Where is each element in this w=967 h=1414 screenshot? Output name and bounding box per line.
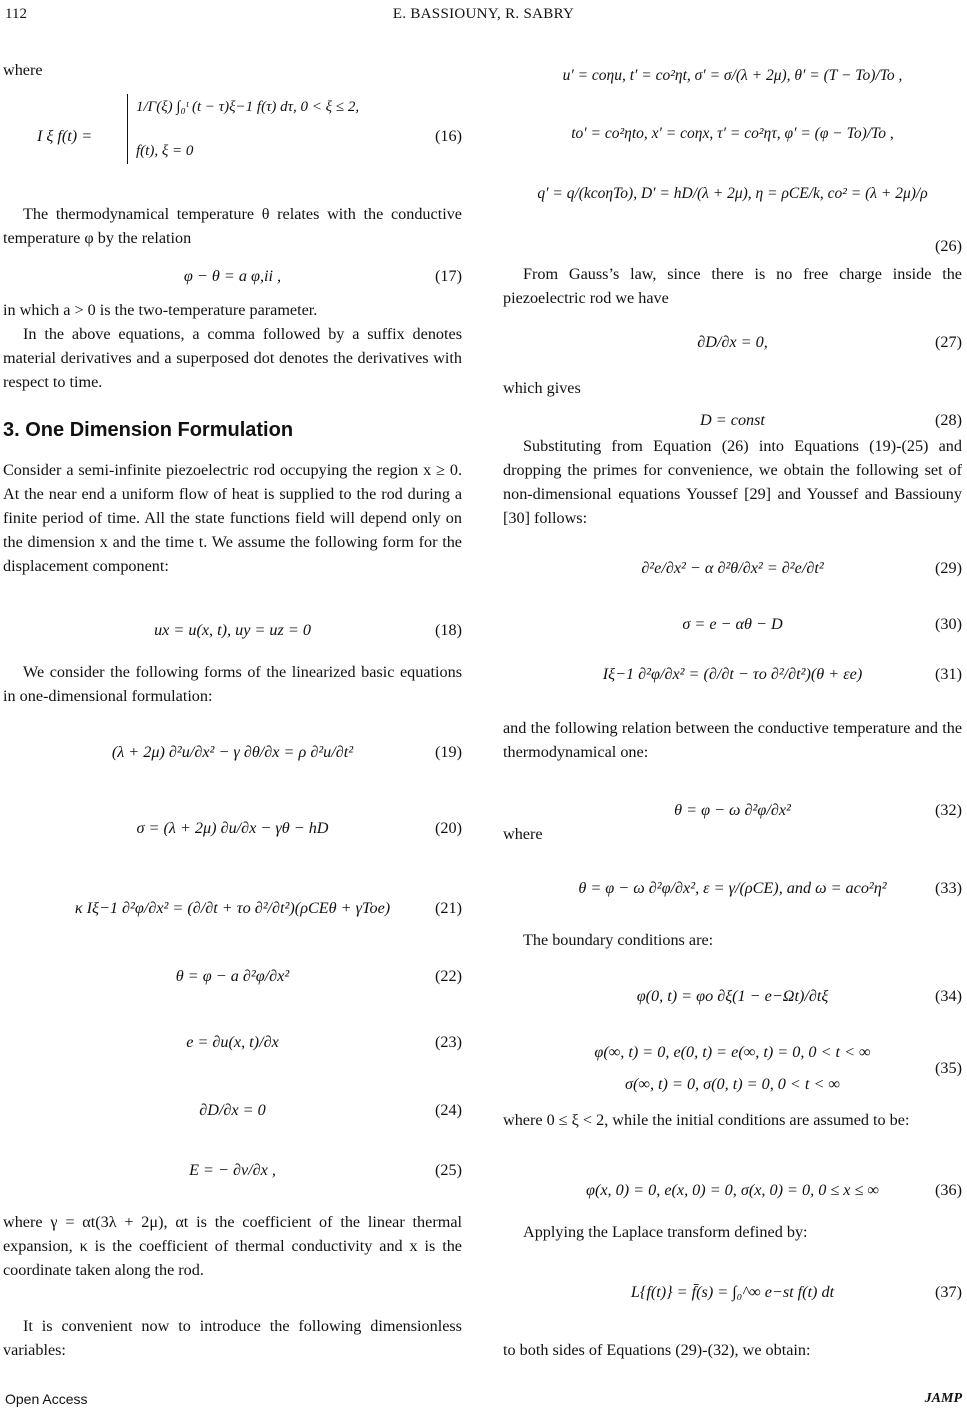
eq17-expr: φ − θ = a φ,ii , xyxy=(183,267,282,285)
footer-journal: JAMP xyxy=(924,1391,962,1406)
eq22-number: (22) xyxy=(435,967,462,985)
equation-16 xyxy=(3,90,462,200)
equation-20 xyxy=(3,804,462,852)
eq31-expr: Iξ−1 ∂²φ/∂x² = (∂/∂t − τo ∂²/∂t²)(θ + εe) xyxy=(602,665,863,683)
equation-37 xyxy=(503,1256,962,1316)
eq16-cases xyxy=(127,94,359,164)
equation-21 xyxy=(3,884,462,932)
paragraph-thermo: The thermodynamical temperature θ relates with the conductive temperature φ by the relation xyxy=(3,205,462,247)
equation-18 xyxy=(3,618,462,644)
equation-24 xyxy=(3,1086,462,1134)
equation-29 xyxy=(503,540,962,588)
equation-26 xyxy=(503,56,962,255)
paragraph-in-which: in which a > 0 is the two-temperature parameter. xyxy=(3,301,318,319)
eq28-number: (28) xyxy=(935,411,962,429)
equation-32 xyxy=(503,776,962,824)
eq23-expr: e = ∂u(x, t)/∂x xyxy=(186,1033,279,1051)
equation-22 xyxy=(3,952,462,1000)
eq29-expr: ∂²e/∂x² − α ∂²θ/∂x² = ∂²e/∂t² xyxy=(641,559,824,577)
equation-30 xyxy=(503,612,962,638)
eq17-number: (17) xyxy=(435,267,462,285)
equation-35 xyxy=(503,1036,962,1096)
eq36-number: (36) xyxy=(935,1181,962,1199)
eq36-expr: φ(x, 0) = 0, e(x, 0) = 0, σ(x, 0) = 0, 0 ≤ x ≤ ∞ xyxy=(586,1181,879,1199)
page-number: 112 xyxy=(5,6,27,22)
equation-27 xyxy=(503,314,962,362)
eq33-number: (33) xyxy=(935,879,962,897)
eq37-expr: L{f(t)} = f̄(s) = ∫₀^∞ e−st f(t) dt xyxy=(630,1283,835,1301)
running-authors: E. BASSIOUNY, R. SABRY xyxy=(392,6,575,22)
eq26-line2: to′ = co²ηto, x′ = coηx, τ′ = co²ητ, φ′ = (φ − To)/To , xyxy=(571,125,894,142)
eq29-number: (29) xyxy=(935,559,962,577)
paragraph-consider: Consider a semi-infinite piezoelectric rod occupying the region x ≥ 0. At the near end a uniform flow of heat is supplied to the rod during a finite period of time. All the state functions field will depend only on the dimension x and the time t. We assume the following form for the displacement component: xyxy=(3,461,462,575)
paragraph-initial: where 0 ≤ ξ < 2, while the initial conditions are assumed to be: xyxy=(503,1111,910,1129)
eq16-number: (16) xyxy=(435,127,462,145)
paragraph-obtain: to both sides of Equations (29)-(32), we obtain: xyxy=(503,1341,811,1359)
paragraph-relation: and the following relation between the conductive temperature and the thermodynamical one: xyxy=(503,719,962,761)
eq16-case2: f(t), ξ = 0 xyxy=(136,143,194,159)
paragraph-convenient: It is convenient now to introduce the following dimensionless variables: xyxy=(3,1317,462,1359)
eq19-number: (19) xyxy=(435,743,462,761)
equation-19 xyxy=(3,728,462,776)
eq18-expr: ux = u(x, t), uy = uz = 0 xyxy=(154,621,311,639)
paragraph-substituting: Substituting from Equation (26) into Equations (19)-(25) and dropping the primes for convenience, we obtain the following set of non-dimensional equations Youssef [29] and Youssef and Bassiouny [30] follows: xyxy=(503,437,962,527)
paragraph-where-gamma: where γ = αt(3λ + 2μ), αt is the coefficient of the linear thermal expansion, κ is the coefficient of thermal conductivity and x is the coordinate taken along the rod. xyxy=(3,1213,462,1279)
eq30-expr: σ = e − αθ − D xyxy=(682,615,783,633)
section-heading: 3. One Dimension Formulation xyxy=(3,419,294,441)
eq21-expr: κ Iξ−1 ∂²φ/∂x² = (∂/∂t + τo ∂²/∂t²)(ρCEθ + γToe) xyxy=(74,899,391,917)
eq27-expr: ∂D/∂x = 0, xyxy=(697,333,768,351)
paragraph-where: where xyxy=(3,61,43,79)
eq32-number: (32) xyxy=(935,801,962,819)
eq34-number: (34) xyxy=(935,987,962,1005)
eq34-expr: φ(0, t) = φo ∂ξ(1 − e−Ωt)/∂tξ xyxy=(636,987,829,1005)
eq27-number: (27) xyxy=(935,333,962,351)
footer-open-access: Open Access xyxy=(5,1391,88,1407)
equation-34 xyxy=(503,960,962,1020)
equation-23 xyxy=(3,1018,462,1066)
eq16-case1: 1/Γ(ξ) ∫₀ᵗ (t − τ)ξ−1 f(τ) dτ, 0 < ξ ≤ 2, xyxy=(136,99,360,115)
page-footer xyxy=(0,1391,967,1411)
page-header xyxy=(0,6,967,28)
eq18-number: (18) xyxy=(435,621,462,639)
paragraph-comma: In the above equations, a comma followed by a suffix denotes material derivatives and a superposed dot denotes the derivatives with respect to time. xyxy=(3,325,462,391)
equation-28 xyxy=(503,408,962,434)
paragraph-which-gives: which gives xyxy=(503,379,581,397)
eq21-number: (21) xyxy=(435,899,462,917)
eq20-number: (20) xyxy=(435,819,462,837)
eq32-expr: θ = φ − ω ∂²φ/∂x² xyxy=(674,801,791,819)
eq37-number: (37) xyxy=(935,1283,962,1301)
paragraph-boundary: The boundary conditions are: xyxy=(523,931,714,949)
equation-17 xyxy=(3,264,462,290)
paragraph-gauss: From Gauss’s law, since there is no free charge inside the piezoelectric rod we have xyxy=(503,265,962,307)
eq28-expr: D = const xyxy=(700,411,765,429)
eq26-line3: q′ = q/(kcoηTo), D′ = hD/(λ + 2μ), η = ρCE/k, co² = (λ + 2μ)/ρ xyxy=(537,185,928,202)
eq33-expr: θ = φ − ω ∂²φ/∂x², ε = γ/(ρCE), and ω = aco²η² xyxy=(578,879,887,897)
eq22-expr: θ = φ − a ∂²φ/∂x² xyxy=(175,967,290,985)
eq23-number: (23) xyxy=(435,1033,462,1051)
equation-36 xyxy=(503,1178,962,1204)
paragraph-laplace: Applying the Laplace transform defined by: xyxy=(523,1223,808,1241)
eq35-number: (35) xyxy=(935,1059,962,1077)
eq31-number: (31) xyxy=(935,665,962,683)
equation-33 xyxy=(503,858,962,906)
eq35-line1: φ(∞, t) = 0, e(0, t) = e(∞, t) = 0, 0 < t < ∞ xyxy=(594,1043,871,1061)
eq24-number: (24) xyxy=(435,1101,462,1119)
equation-31 xyxy=(503,644,962,692)
eq26-number: (26) xyxy=(935,237,962,255)
eq24-expr: ∂D/∂x = 0 xyxy=(199,1101,266,1119)
eq20-expr: σ = (λ + 2μ) ∂u/∂x − γθ − hD xyxy=(136,819,329,837)
eq19-expr: (λ + 2μ) ∂²u/∂x² − γ ∂θ/∂x = ρ ∂²u/∂t² xyxy=(111,743,354,761)
eq25-expr: E = − ∂v/∂x , xyxy=(189,1161,276,1179)
eq35-line2: σ(∞, t) = 0, σ(0, t) = 0, 0 < t < ∞ xyxy=(625,1075,840,1093)
eq30-number: (30) xyxy=(935,615,962,633)
paragraph-where-omega: where xyxy=(503,825,543,843)
equation-25 xyxy=(3,1146,462,1194)
eq16-lhs: I ξ f(t) = xyxy=(37,127,93,145)
eq26-line1: u′ = coηu, t′ = co²ηt, σ′ = σ/(λ + 2μ), θ′ = (T − To)/To , xyxy=(562,67,903,84)
eq25-number: (25) xyxy=(435,1161,462,1179)
paragraph-forms: We consider the following forms of the linearized basic equations in one-dimensional formulation: xyxy=(3,663,462,705)
